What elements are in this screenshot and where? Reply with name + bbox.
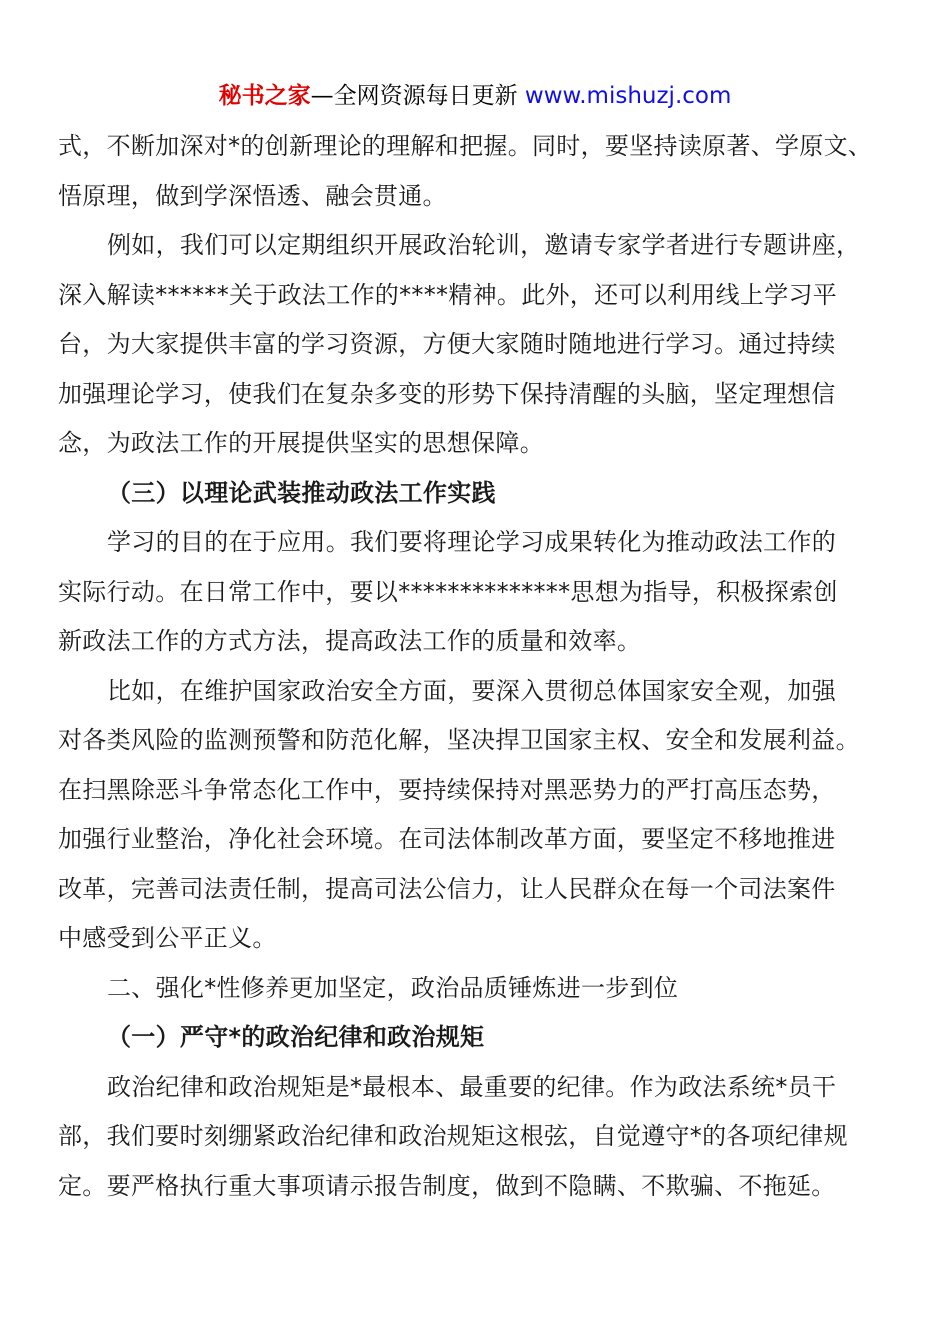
text-line: 式，不断加深对*的创新理论的理解和把握。同时，要坚持读原著、学原文、: [58, 132, 873, 160]
section-heading: （一）严守*的政治纪律和政治规矩: [107, 1023, 485, 1051]
paragraph-start: 学习的目的在于应用。我们要将理论学习成果转化为推动政法工作的: [107, 528, 836, 556]
paragraph-start: 比如，在维护国家政治安全方面，要深入贯彻总体国家安全观，加强: [107, 677, 836, 705]
text-line: 部，我们要时刻绷紧政治纪律和政治规矩这根弦，自觉遵守*的各项纪律规: [58, 1122, 848, 1150]
text-line: 加强行业整治，净化社会环境。在司法体制改革方面，要坚定不移地推进: [58, 825, 836, 853]
text-line: 台，为大家提供丰富的学习资源，方便大家随时随地进行学习。通过持续: [58, 330, 836, 358]
paragraph-start: 例如，我们可以定期组织开展政治轮训，邀请专家学者进行专题讲座，: [107, 231, 861, 259]
text-line: 深入解读******关于政法工作的****精神。此外，还可以利用线上学习平: [58, 281, 838, 309]
site-tagline: —全网资源每日更新: [310, 83, 525, 109]
text-line: 念，为政法工作的开展提供坚实的思想保障。: [58, 429, 544, 457]
section-heading: （三）以理论武装推动政法工作实践: [107, 479, 496, 507]
text-line: 在扫黑除恶斗争常态化工作中，要持续保持对黑恶势力的严打高压态势，: [58, 776, 836, 804]
text-line: 定。要严格执行重大事项请示报告制度，做到不隐瞒、不欺骗、不拖延。: [58, 1172, 836, 1200]
text-line: 加强理论学习，使我们在复杂多变的形势下保持清醒的头脑，坚定理想信: [58, 380, 836, 408]
text-line: 悟原理，做到学深悟透、融会贯通。: [58, 182, 447, 210]
text-line: 实际行动。在日常工作中，要以**************思想为指导，积极探索创: [58, 578, 838, 606]
text-line: 新政法工作的方式方法，提高政法工作的质量和效率。: [58, 627, 642, 655]
chapter-heading: 二、强化*性修养更加坚定，政治品质锤炼进一步到位: [107, 974, 679, 1002]
site-url-link[interactable]: www.mishuzj.com: [524, 83, 732, 109]
site-header: [0, 80, 950, 112]
site-brand: 秘书之家: [218, 83, 311, 109]
text-line: 改革，完善司法责任制，提高司法公信力，让人民群众在每一个司法案件: [58, 875, 836, 903]
paragraph-start: 政治纪律和政治规矩是*最根本、最重要的纪律。作为政法系统*员干: [107, 1073, 837, 1101]
text-line: 对各类风险的监测预警和防范化解，坚决捍卫国家主权、安全和发展利益。: [58, 726, 860, 754]
text-line: 中感受到公平正义。: [58, 924, 277, 952]
